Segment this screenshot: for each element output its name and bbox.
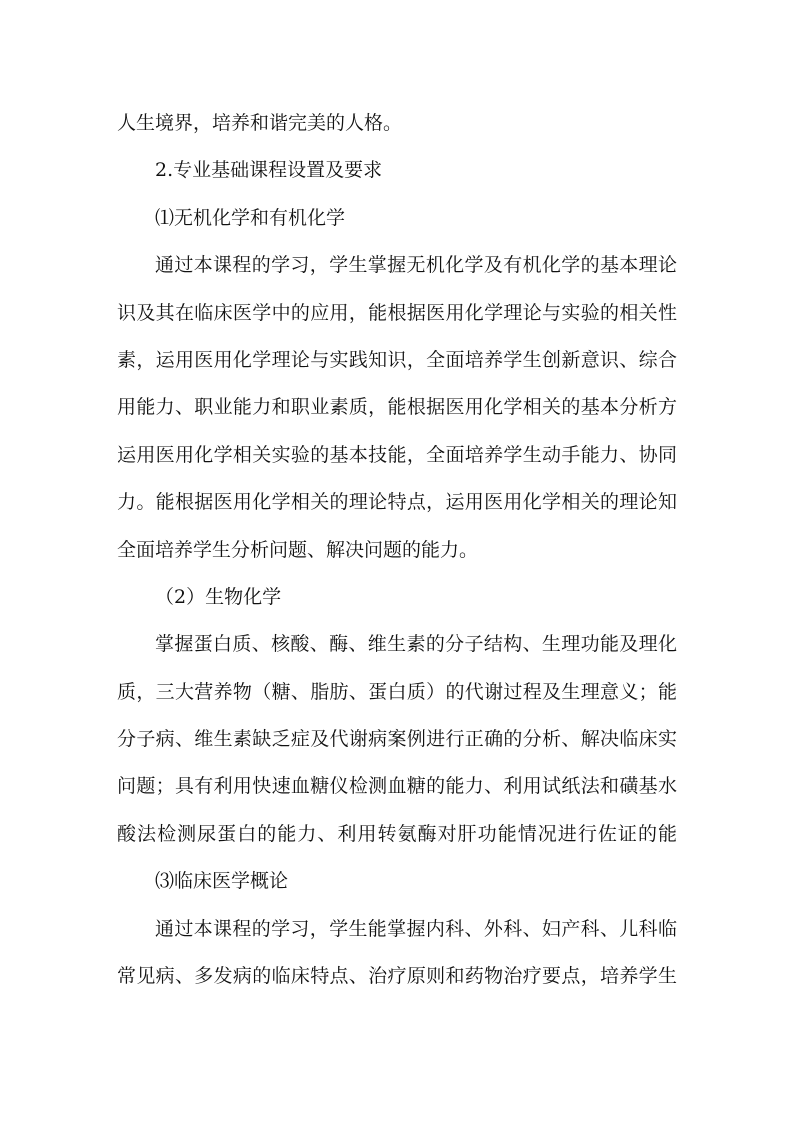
paragraph-line: 人生境界，培养和谐完美的人格。 (117, 112, 403, 134)
paragraph-line: 素，运用医用化学理论与实践知识，全面培养学生创新意识、综合 (117, 348, 677, 371)
paragraph-line: 常见病、多发病的临床特点、治疗原则和药物治疗要点，培养学生 (117, 965, 677, 988)
paragraph-line: 分子病、维生素缺乏症及代谢病案例进行正确的分析、解决临床实 (117, 728, 677, 751)
paragraph-line: 掌握蛋白质、核酸、酶、维生素的分子结构、生理功能及理化 (155, 633, 677, 656)
paragraph-line: 全面培养学生分析问题、解决问题的能力。 (117, 538, 479, 561)
document-body (117, 100, 677, 1000)
subsection-heading: ⑶临床医学概论 (155, 870, 289, 893)
paragraph-line: 力。能根据医用化学相关的理论特点，运用医用化学相关的理论知 (117, 491, 677, 514)
section-heading: 2.专业基础课程设置及要求 (155, 159, 383, 182)
paragraph-line: 问题；具有利用快速血糖仪检测血糖的能力、利用试纸法和磺基水 (117, 775, 677, 798)
paragraph-line: 识及其在临床医学中的应用，能根据医用化学理论与实验的相关性 (117, 301, 677, 324)
paragraph-line: 酸法检测尿蛋白的能力、利用转氨酶对肝功能情况进行佐证的能 (117, 822, 677, 845)
paragraph-line: 通过本课程的学习，学生掌握无机化学及有机化学的基本理论 (155, 254, 677, 277)
paragraph-line: 通过本课程的学习，学生能掌握内科、外科、妇产科、儿科临 (155, 917, 677, 940)
paragraph-line: 用能力、职业能力和职业素质，能根据医用化学相关的基本分析方 (117, 396, 677, 419)
paragraph-line: 质，三大营养物（糖、脂肪、蛋白质）的代谢过程及生理意义；能 (117, 680, 677, 703)
paragraph-line: 运用医用化学相关实验的基本技能，全面培养学生动手能力、协同 (117, 443, 677, 466)
subsection-heading: ⑴无机化学和有机化学 (155, 206, 346, 229)
subsection-heading: （2）生物化学 (155, 585, 282, 608)
